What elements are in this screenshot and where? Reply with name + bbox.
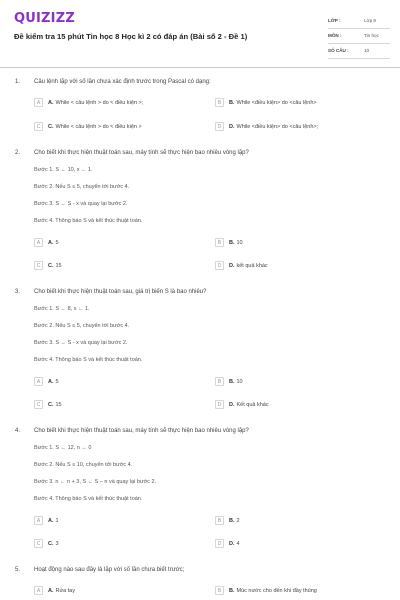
algorithm-step: Bước 3. S ← S - x và quay lại bước 2. xyxy=(34,201,128,207)
question-number: 5. xyxy=(15,567,21,573)
algorithm-step: Bước 2. Nếu S ≤ 5, chuyển tới bước 4. xyxy=(34,184,130,190)
algorithm-step: Bước 2. Nếu S ≤ 5, chuyển tới bước 4. xyxy=(34,323,130,329)
option-label: B. xyxy=(229,239,235,246)
option-c[interactable] xyxy=(34,261,62,270)
option-label: D. xyxy=(229,262,235,269)
option-text: 5 xyxy=(55,239,59,246)
option-letter-box: C xyxy=(34,400,43,409)
meta-row-count xyxy=(328,44,390,59)
question-text: Cho biết khi thực hiện thuật toán sau, máy tính sẽ thực hiện bao nhiêu vòng lặp? xyxy=(34,428,249,434)
option-c[interactable] xyxy=(34,122,142,131)
meta-value: Tin học xyxy=(364,33,379,38)
option-c[interactable] xyxy=(34,400,62,409)
meta-value: Lớp 8 xyxy=(364,18,376,23)
option-label: D. xyxy=(229,123,235,130)
meta-value: 10 xyxy=(364,48,370,53)
option-text: 5 xyxy=(55,378,59,385)
question-number: 3. xyxy=(15,289,21,295)
document-title: Đề kiểm tra 15 phút Tin học 8 Học kì 2 có đáp án (Bài số 2 - Đề 1) xyxy=(14,32,248,41)
option-letter-box: D xyxy=(215,122,224,131)
algorithm-step: Bước 3. n ← n + 3, S ← S – n và quay lại bước 2. xyxy=(34,479,157,485)
option-letter-box: A xyxy=(34,238,43,247)
option-a[interactable] xyxy=(34,98,143,107)
option-text: While < câu lệnh > do < điều kiện > xyxy=(55,123,142,130)
option-text: While <điều kiện> do <câu lệnh> xyxy=(236,99,317,106)
option-text: kết quả khác xyxy=(236,262,268,269)
option-text: 10 xyxy=(236,378,243,385)
meta-label: SỐ CÂU : xyxy=(328,48,349,53)
option-label: A. xyxy=(48,587,54,594)
option-label: C. xyxy=(48,123,54,130)
option-text: 3 xyxy=(55,540,59,547)
option-text: 4 xyxy=(236,540,240,547)
question-text: Câu lệnh lặp với số lần chưa xác định trước trong Pascal có dạng: xyxy=(34,79,211,85)
option-letter-box: C xyxy=(34,122,43,131)
option-text: While <điều kiện> do <câu lệnh>; xyxy=(236,123,319,130)
option-c[interactable] xyxy=(34,539,59,548)
option-label: B. xyxy=(229,99,235,106)
option-label: C. xyxy=(48,540,54,547)
option-letter-box: D xyxy=(215,400,224,409)
option-letter-box: B xyxy=(215,98,224,107)
option-d[interactable] xyxy=(215,261,268,270)
meta-row-subject xyxy=(328,29,390,44)
option-text: 10 xyxy=(236,239,243,246)
option-d[interactable] xyxy=(215,400,269,409)
option-d[interactable] xyxy=(215,122,318,131)
question-text: Hoạt động nào sau đây là lặp với số lần chưa biết trước; xyxy=(34,567,185,573)
meta-label: LỚP : xyxy=(328,18,341,23)
option-text: 2 xyxy=(236,517,240,524)
algorithm-step: Bước 4. Thông báo S và kết thúc thuật toán. xyxy=(34,218,143,224)
option-label: C. xyxy=(48,262,54,269)
option-b[interactable] xyxy=(215,238,243,247)
option-text: Rửa tay xyxy=(55,587,76,594)
meta-table xyxy=(328,14,390,59)
option-letter-box: D xyxy=(215,261,224,270)
option-b[interactable] xyxy=(215,377,243,386)
option-letter-box: B xyxy=(215,238,224,247)
option-label: D. xyxy=(229,401,235,408)
option-text: Kết quả khác xyxy=(236,401,269,408)
algorithm-step: Bước 1. S ← 10, x ← 1. xyxy=(34,167,93,173)
algorithm-step: Bước 1. S ← 12, n ← 0 xyxy=(34,445,92,451)
option-a[interactable] xyxy=(34,377,59,386)
option-a[interactable] xyxy=(34,238,59,247)
option-label: A. xyxy=(48,517,54,524)
algorithm-step: Bước 4. Thông báo S và kết thúc thuật toán. xyxy=(34,496,143,502)
meta-label: MÔN : xyxy=(328,33,342,38)
option-label: B. xyxy=(229,378,235,385)
algorithm-step: Bước 2. Nếu S ≤ 10, chuyển tới bước 4. xyxy=(34,462,133,468)
option-label: B. xyxy=(229,517,235,524)
question-number: 4. xyxy=(15,428,21,434)
option-b[interactable] xyxy=(215,516,240,525)
option-letter-box: A xyxy=(34,377,43,386)
option-text: Múc nước cho đến khi đầy thùng xyxy=(236,587,317,594)
option-label: A. xyxy=(48,99,54,106)
option-letter-box: A xyxy=(34,98,43,107)
option-letter-box: B xyxy=(215,516,224,525)
option-label: D. xyxy=(229,540,235,547)
option-letter-box: A xyxy=(34,516,43,525)
option-text: While < câu lệnh > do < điều kiện >; xyxy=(55,99,144,106)
page-header xyxy=(0,0,400,68)
algorithm-step: Bước 1. S ← 8, x ← 1. xyxy=(34,306,90,312)
option-d[interactable] xyxy=(215,539,240,548)
option-text: 15 xyxy=(55,401,62,408)
option-a[interactable] xyxy=(34,586,75,595)
question-text: Cho biết khi thực hiện thuật toán sau, giá trị biến S là bao nhiêu? xyxy=(34,289,207,295)
option-b[interactable] xyxy=(215,586,317,595)
option-letter-box: A xyxy=(34,586,43,595)
quizizz-logo: QUIZIZZ xyxy=(14,11,75,26)
option-letter-box: D xyxy=(215,539,224,548)
algorithm-step: Bước 4. Thông báo S và kết thúc thuật toán. xyxy=(34,357,143,363)
option-letter-box: B xyxy=(215,586,224,595)
option-b[interactable] xyxy=(215,98,317,107)
meta-row-class xyxy=(328,14,390,29)
option-label: A. xyxy=(48,239,54,246)
question-number: 2. xyxy=(15,150,21,156)
option-label: A. xyxy=(48,378,54,385)
option-letter-box: C xyxy=(34,261,43,270)
option-label: B. xyxy=(229,587,235,594)
option-letter-box: C xyxy=(34,539,43,548)
option-a[interactable] xyxy=(34,516,59,525)
question-number: 1. xyxy=(15,79,21,85)
option-text: 1 xyxy=(55,517,59,524)
algorithm-step: Bước 3. S ← S - x và quay lại bước 2. xyxy=(34,340,128,346)
option-text: 15 xyxy=(55,262,62,269)
option-letter-box: B xyxy=(215,377,224,386)
option-label: C. xyxy=(48,401,54,408)
question-text: Cho biết khi thực hiện thuật toán sau, máy tính sẽ thực hiện bao nhiêu vòng lặp? xyxy=(34,150,249,156)
